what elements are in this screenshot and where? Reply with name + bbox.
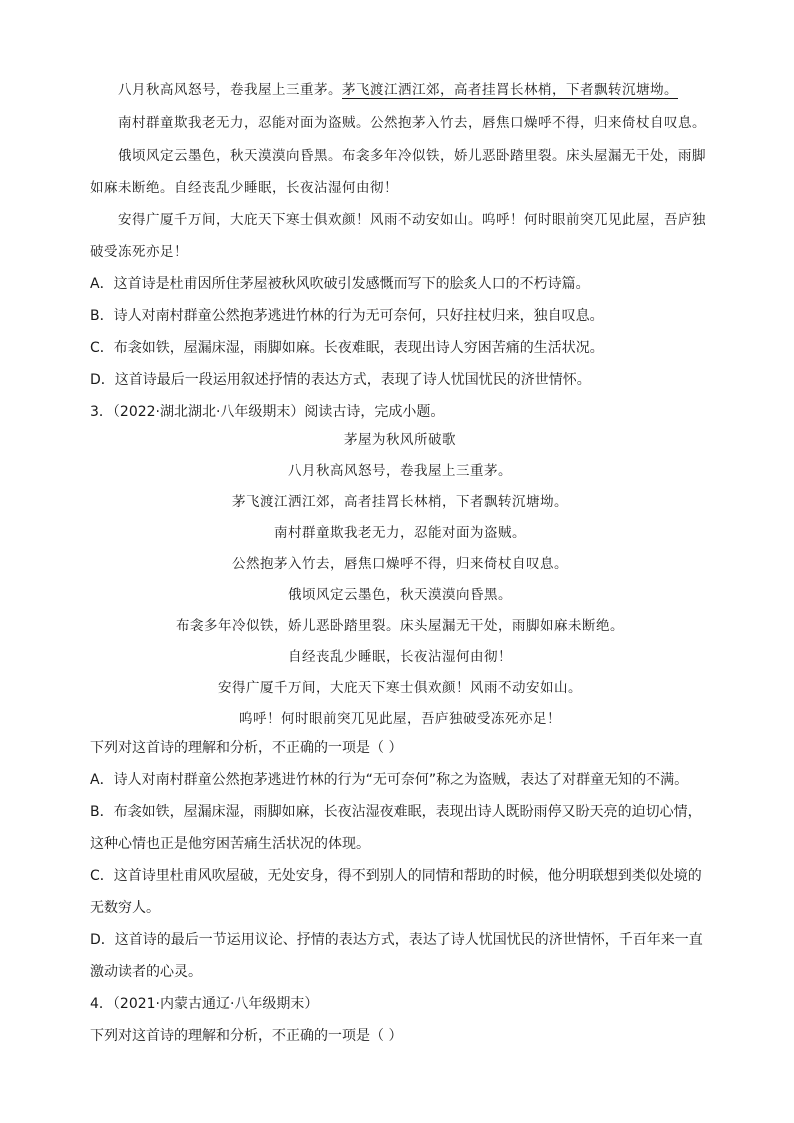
q2-poem-p1-b-underlined: 茅飞渡江洒江郊，高者挂罥长林梢，下者飘转沉塘坳。 bbox=[342, 82, 678, 98]
q3-option-b-line-2: 这种心情也正是他穷困苦痛生活状况的体现。 bbox=[90, 836, 370, 852]
q3-poem-title: 茅屋为秋风所破歌 bbox=[344, 432, 456, 448]
q3-header: 3．（2022·湖北湖北·八年级期末）阅读古诗，完成小题。 bbox=[90, 404, 445, 420]
q3-poem-line: 安得广厦千万间，大庇天下寒士俱欢颜！风雨不动安如山。 bbox=[218, 680, 582, 696]
q2-option-a: A．这首诗是杜甫因所住茅屋被秋风吹破引发感慨而写下的脍炙人口的不朽诗篇。 bbox=[90, 276, 590, 292]
q3-option-d-line-2: 激动读者的心灵。 bbox=[90, 964, 202, 980]
q2-poem-line-6: 破受冻死亦足！ bbox=[90, 244, 188, 260]
q2-option-c: C．布衾如铁，屋漏床湿，雨脚如麻。长夜难眠，表现出诗人穷困苦痛的生活状况。 bbox=[90, 340, 604, 356]
q3-option-c-line-2: 无数穷人。 bbox=[90, 900, 160, 916]
q4-question: 下列对这首诗的理解和分析，不正确的一项是（ ） bbox=[90, 1028, 403, 1044]
q2-poem-line-5: 安得广厦千万间，大庇天下寒士俱欢颜！风雨不动安如山。呜呼！何时眼前突兀见此屋，吾庐独 bbox=[118, 212, 706, 228]
q3-option-b-line-1: B．布衾如铁，屋漏床湿，雨脚如麻，长夜沾湿夜难眠，表现出诗人既盼雨停又盼天亮的迫切心情， bbox=[90, 804, 702, 820]
q2-poem-line-2: 南村群童欺我老无力，忍能对面为盗贼。公然抱茅入竹去，唇焦口燥呼不得，归来倚杖自叹息。 bbox=[118, 115, 706, 131]
q3-option-d-line-1: D．这首诗的最后一节运用议论、抒情的表达方式，表达了诗人忧国忧民的济世情怀，千百年来一直 bbox=[90, 932, 703, 948]
q3-poem-line: 茅飞渡江洒江郊，高者挂罥长林梢，下者飘转沉塘坳。 bbox=[232, 494, 568, 510]
q3-option-c-line-1: C．这首诗里杜甫风吹屋破，无处安身，得不到别人的同情和帮助的时候，他分明联想到类似处境的 bbox=[90, 868, 702, 884]
q3-poem-line: 俄顷风定云墨色，秋天漠漠向昏黑。 bbox=[288, 587, 512, 603]
q3-question: 下列对这首诗的理解和分析，不正确的一项是（ ） bbox=[90, 740, 403, 756]
q3-option-a: A．诗人对南村群童公然抱茅逃进竹林的行为“无可奈何”称之为盗贼，表达了对群童无知的不满。 bbox=[90, 772, 689, 788]
q2-poem-p1-a: 八月秋高风怒号，卷我屋上三重茅。 bbox=[118, 82, 342, 98]
q2-poem-line-3: 俄顷风定云墨色，秋天漠漠向昏黑。布衾多年冷似铁，娇儿恶卧踏里裂。床头屋漏无干处，雨脚 bbox=[118, 148, 706, 164]
q3-poem-line: 呜呼！何时眼前突兀见此屋，吾庐独破受冻死亦足！ bbox=[239, 711, 561, 727]
q2-option-d: D．这首诗最后一段运用叙述抒情的表达方式，表现了诗人忧国忧民的济世情怀。 bbox=[90, 372, 591, 388]
q3-poem-line: 布衾多年冷似铁，娇儿恶卧踏里裂。床头屋漏无干处，雨脚如麻未断绝。 bbox=[176, 618, 624, 634]
q3-poem-line: 南村群童欺我老无力，忍能对面为盗贼。 bbox=[274, 525, 526, 541]
q3-poem-line: 自经丧乱少睡眠，长夜沾湿何由彻！ bbox=[288, 649, 512, 665]
q2-poem-line-4: 如麻未断绝。自经丧乱少睡眠，长夜沾湿何由彻！ bbox=[90, 180, 398, 196]
q2-poem-line-1 bbox=[118, 80, 738, 100]
q2-option-b: B．诗人对南村群童公然抱茅逃进竹林的行为无可奈何，只好拄杖归来，独自叹息。 bbox=[90, 308, 604, 324]
q4-header: 4．（2021·内蒙古通辽·八年级期末） bbox=[90, 996, 319, 1012]
q3-poem-line: 公然抱茅入竹去，唇焦口燥呼不得，归来倚杖自叹息。 bbox=[232, 556, 568, 572]
q3-poem-line: 八月秋高风怒号，卷我屋上三重茅。 bbox=[288, 463, 512, 479]
